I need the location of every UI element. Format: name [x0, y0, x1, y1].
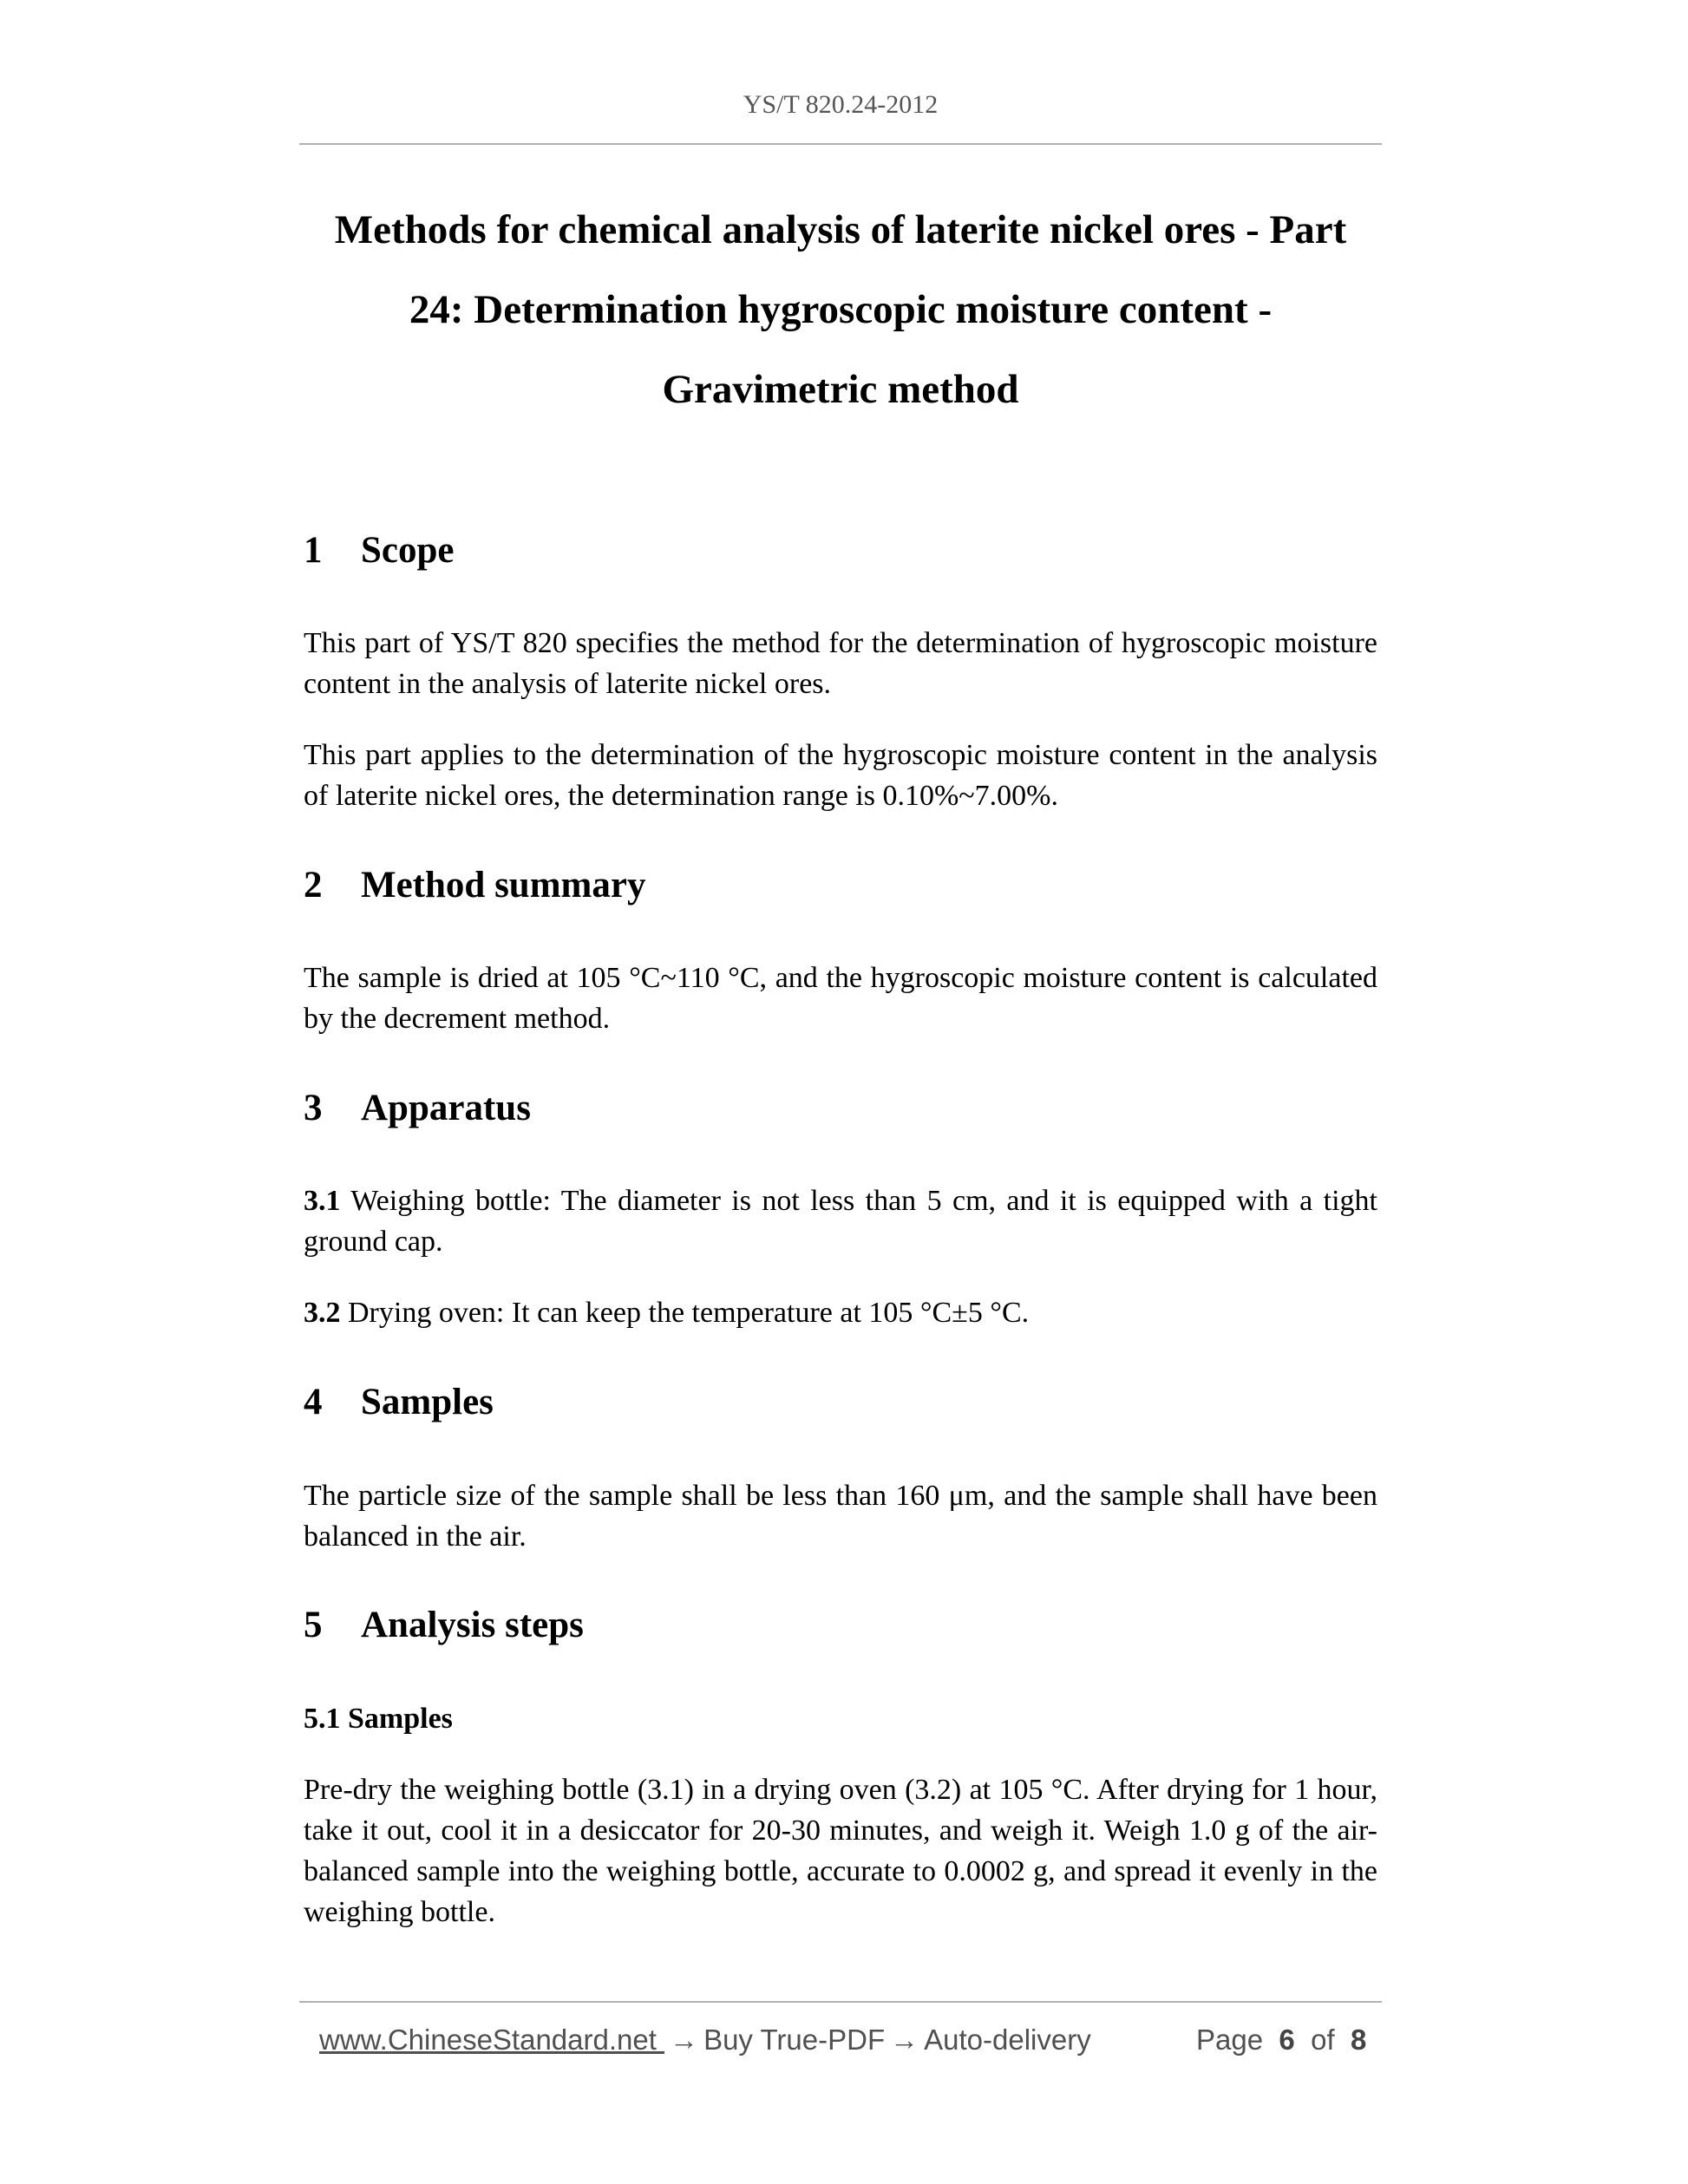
clause-text: Weighing bottle: The diameter is not less than 5 cm, and it is equipped with a tight ground cap.	[304, 1185, 1377, 1258]
section-heading-apparatus	[304, 1087, 531, 1129]
page-total: 8	[1351, 2024, 1367, 2056]
samples-paragraph: The particle size of the sample shall be less than 160 μm, and the sample shall have been balanced in the air.	[304, 1480, 1377, 1553]
section-title: Apparatus	[361, 1088, 531, 1128]
scope-paragraph-1: This part of YS/T 820 specifies the method for the determination of hygroscopic moisture content in the analysis of laterite nickel ores.	[304, 627, 1377, 700]
section-title: Method summary	[361, 865, 646, 906]
page-current: 6	[1279, 2024, 1295, 2056]
method-summary-paragraph: The sample is dried at 105 °C~110 °C, and the hygroscopic moisture content is calculated by the decrement method.	[304, 962, 1377, 1035]
document-title-line-3: Gravimetric method	[662, 367, 1019, 412]
page-of-label: of	[1311, 2024, 1335, 2056]
auto-delivery-text: Auto-delivery	[924, 2024, 1091, 2056]
section-heading-samples	[304, 1381, 494, 1423]
clause-number: 3.2	[304, 1297, 341, 1329]
arrow-right-icon: →	[670, 2024, 699, 2056]
analysis-samples-paragraph: Pre-dry the weighing bottle (3.1) in a drying oven (3.2) at 105 °C. After drying for 1 hour, take it out, cool it in a desiccator for 20-30 minutes, and weigh it. Weigh 1.0 g of the air-balanced sample into the weighing bottle, accurate to 0.0002 g, and spread it evenly in the weighing bottle.	[304, 1774, 1377, 1928]
running-header: YS/T 820.24-2012	[743, 90, 939, 119]
document-title-line-1: Methods for chemical analysis of laterite nickel ores - Part	[334, 207, 1347, 252]
section-heading-analysis-steps	[304, 1604, 584, 1646]
clause-number: 3.1	[304, 1185, 341, 1217]
scope-paragraph-2: This part applies to the determination of the hygroscopic moisture content in the analysis of laterite nickel ores, the determination range is 0.10%~7.00%.	[304, 739, 1377, 812]
section-number: 4	[304, 1382, 323, 1422]
buy-true-pdf-text: Buy True-PDF	[703, 2024, 886, 2056]
page-label: Page	[1196, 2024, 1264, 2056]
clause-text: Drying oven: It can keep the temperature at 105 °C±5 °C.	[340, 1297, 1030, 1329]
section-number: 1	[304, 530, 323, 571]
section-number: 2	[304, 865, 323, 906]
apparatus-item-3-1	[304, 1180, 1377, 1262]
section-title: Samples	[361, 1382, 494, 1422]
section-heading-scope	[304, 529, 455, 572]
subsection-heading-5-1: 5.1 Samples	[304, 1703, 453, 1735]
arrow-right-icon: →	[890, 2024, 919, 2056]
section-title: Analysis steps	[361, 1605, 584, 1645]
section-number: 5	[304, 1605, 323, 1645]
footer-rule	[299, 2001, 1382, 2003]
document-title-line-2: 24: Determination hygroscopic moisture content -	[409, 287, 1273, 332]
header-rule	[299, 143, 1382, 145]
section-number: 3	[304, 1088, 323, 1128]
section-title: Scope	[361, 530, 455, 571]
apparatus-item-3-2	[304, 1292, 1377, 1333]
section-heading-method-summary	[304, 864, 645, 906]
chinesestandard-link[interactable]: www.ChineseStandard.net	[319, 2024, 665, 2056]
page-number	[1196, 2024, 1366, 2056]
footer-promo	[319, 2024, 1091, 2056]
